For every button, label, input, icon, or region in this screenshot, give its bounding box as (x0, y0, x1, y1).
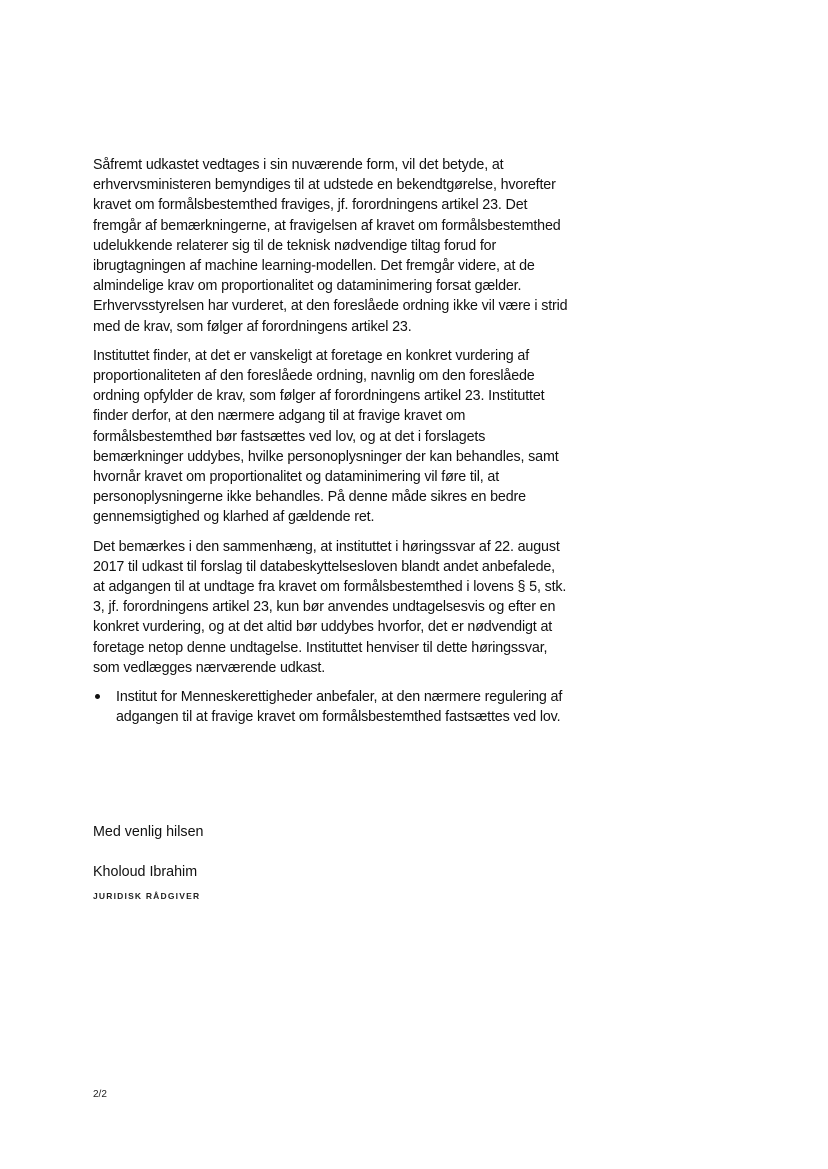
recommendation-item (93, 687, 568, 727)
closing-salutation: Med venlig hilsen (93, 824, 204, 840)
signer-title: JURIDISK RÅDGIVER (93, 891, 201, 901)
page-number: 2/2 (93, 1089, 107, 1100)
paragraph-3: Det bemærkes i den sammenhæng, at instituttet i høringssvar af 22. august 2017 til udkast til forslag til databeskyttelsesloven blandt andet anbefalede, at adgangen til at undtage fra kravet om formålsbestemthed i lovens § 5, stk. 3, jf. forordningens artikel 23, kun bør anvendes undtagelsesvis og efter en konkret vurdering, og at det altid bør uddybes hvorfor, det er nødvendigt at foretage netop denne undtagelse. Instituttet henviser til dette høringssvar, som vedlægges nærværende udkast. (93, 538, 567, 676)
signer-name: Kholoud Ibrahim (93, 864, 198, 880)
letter-body (93, 155, 568, 727)
bullet-icon (95, 694, 100, 699)
paragraph-1: Såfremt udkastet vedtages i sin nuværende form, vil det betyde, at erhvervsministeren bemyndiges til at udstede en bekendtgørelse, hvorefter kravet om formålsbestemthed fraviges, jf. forordningens artikel 23. Det fremgår af bemærkningerne, at fravigelsen af kravet om formålsbestemthed udelukkende relaterer sig til de teknisk nødvendige tiltag forud for ibrugtagningen af machine learning-modellen. Det fremgår videre, at de almindelige krav om proportionalitet og dataminimering forsat gælder. Erhvervsstyrelsen har vurderet, at den foreslåede ordning ikke vil være i strid med de krav, som følger af forordningens artikel 23. (93, 157, 568, 335)
recommendation-list (93, 687, 568, 727)
recommendation-text: Institut for Menneskerettigheder anbefaler, at den nærmere regulering af adgangen til at fravige kravet om formålsbestemthed fastsættes ved lov. (116, 689, 563, 726)
paragraph-2: Instituttet finder, at det er vanskeligt at foretage en konkret vurdering af proportionaliteten af den foreslåede ordning, navnlig om den foreslåede ordning opfylder de krav, som følger af forordningens artikel 23. Instituttet finder derfor, at den nærmere adgang til at fravige kravet om formålsbestemthed bør fastsættes ved lov, og at det i forslagets bemærkninger uddybes, hvilke personoplysninger der kan behandles, samt hvornår kravet om proportionalitet og dataminimering vil føre til, at personoplysningerne ikke behandles. På denne måde sikres en bedre gennemsigtighed og klarhed af gældende ret. (93, 347, 559, 526)
